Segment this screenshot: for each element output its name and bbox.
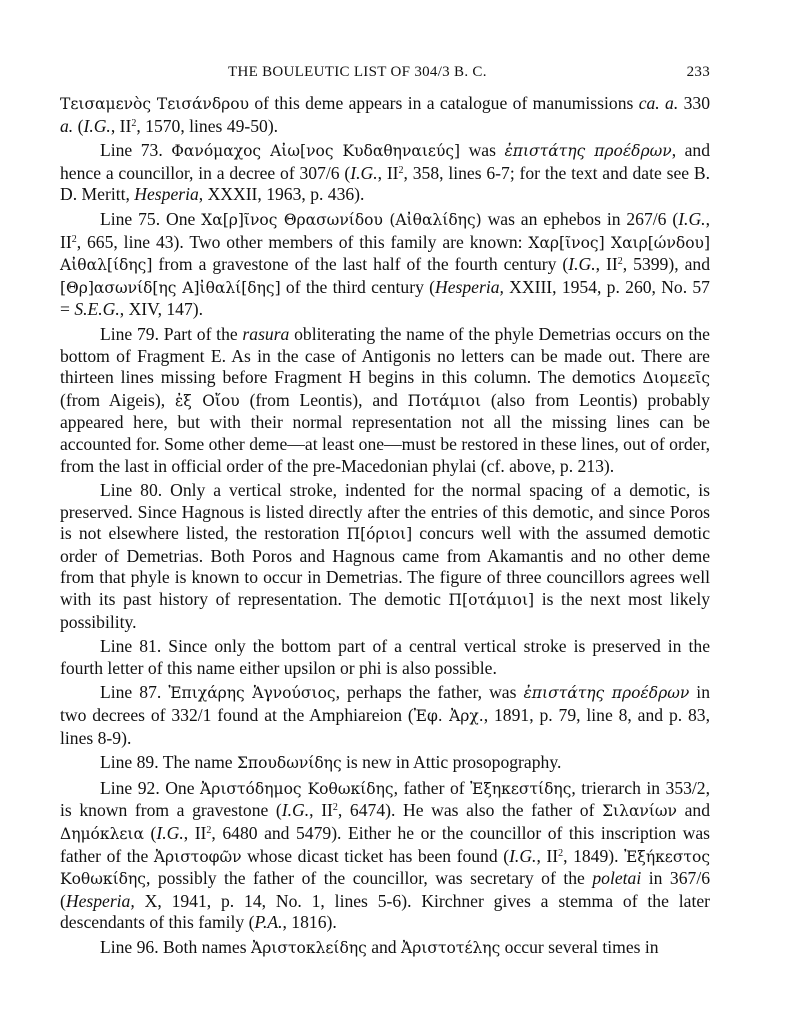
text-run: ( xyxy=(143,823,157,843)
text-run: , 1570, lines 49-50). xyxy=(136,115,279,136)
greek-text: Τεισαμενὸς Τεισάνδρου xyxy=(60,95,250,113)
italic-text: I.G. xyxy=(156,823,184,843)
text-run: was an ephebos in 267/6 ( xyxy=(481,208,679,229)
text-run: Line 87. xyxy=(100,682,169,703)
italic-text: I.G. xyxy=(509,845,537,866)
paragraph xyxy=(60,778,710,934)
greek-text: Ἀριστοφῶν xyxy=(153,847,242,866)
text-run: Line 79. Part of the xyxy=(100,323,243,344)
body-text xyxy=(60,93,710,963)
greek-text: Ἀριστοκλείδης xyxy=(251,938,367,957)
greek-text: Χαρ[ῖνος] Χαιρ[ώνδου] Αἰθαλ[ίδης] xyxy=(60,233,710,275)
text-run: Line 80. Only a vertical stroke, indented for the normal spacing of a demotic, is preserved. Since Hagnous is listed directly after the entries of this demotic, and since Poros is not elsewhere listed, the restoration xyxy=(60,480,710,544)
text-run: (also from Leontis) probably appeared here, but with their normal representation not all the missing lines can be accounted for. Some other deme—at least one—must be restored in these lines, out of order, from the last in official order of the pre-Macedonian phylai (cf. above, p. 213). xyxy=(60,389,710,476)
greek-text: Σιλανίων xyxy=(602,802,677,821)
italic-text: I.G. xyxy=(350,162,378,183)
italic-text: rasura xyxy=(242,323,290,344)
italic-text: poletai xyxy=(592,868,642,889)
italic-text: I.G. xyxy=(281,800,310,821)
text-run: , father of xyxy=(393,777,471,798)
text-run: , possibly the father of the councillor, was secretary of the xyxy=(145,868,593,889)
text-run: Line 96. Both names xyxy=(100,936,251,957)
greek-text: Ἐφ. Ἀρχ. xyxy=(413,707,484,726)
text-run: , II xyxy=(595,254,618,275)
paragraph xyxy=(60,636,710,679)
greek-text: Ἀριστόδημος Κοθωκίδης xyxy=(200,779,394,798)
text-run: , II xyxy=(183,823,207,843)
text-run: Line 89. The name xyxy=(100,752,237,773)
italic-text: I.G. xyxy=(568,254,596,275)
running-title: THE BOULEUTIC LIST OF 304/3 B. C. xyxy=(228,64,487,80)
greek-italic-text: ἐπιστάτης προέδρων xyxy=(523,684,690,703)
greek-text: Ποτάμιοι xyxy=(407,391,482,410)
superscript: 2 xyxy=(558,847,564,859)
paragraph xyxy=(60,324,710,477)
paragraph xyxy=(60,140,710,206)
text-run: ( xyxy=(73,115,84,136)
superscript: 2 xyxy=(71,233,77,245)
text-run: from a gravestone of the last half of the fourth century ( xyxy=(152,254,569,275)
paragraph xyxy=(60,752,710,775)
text-run: was xyxy=(460,140,505,161)
text-run: , perhaps the father, was xyxy=(335,682,524,703)
greek-text: Ἐπιχάρης Ἁγνούσιος xyxy=(168,684,336,703)
greek-italic-text: ἐπιστάτης προέδρων xyxy=(504,142,672,161)
text-run: and xyxy=(366,936,401,957)
text-run: (from Aigeis), xyxy=(60,389,175,410)
italic-text: I.G. xyxy=(678,208,706,229)
text-run: concurs well with the assumed demotic order of Demetrias. Both Poros and Hagnous came from Akamantis and no other deme from that phyle is known to occur in Demetrias. The figure of three councillors agrees well with its past history of representation. The demotic xyxy=(60,523,711,610)
greek-text: Φανόμαχος Αἰω[νος Κυδαθηναιεύς] xyxy=(171,142,461,161)
italic-text: S.E.G. xyxy=(74,299,120,320)
text-run: in 367/6 ( xyxy=(60,868,711,911)
greek-text: Π[όριοι] xyxy=(346,525,413,544)
text-run: , II xyxy=(60,208,710,252)
text-run: of the third century ( xyxy=(280,276,435,297)
italic-text: ca. a. xyxy=(638,93,679,113)
text-run: , 6480 and 5479). Either he or the councillor of this inscription was father of the xyxy=(60,823,711,866)
text-run: obliterating the name of the phyle Demetrias occurs on the bottom of Fragment E. As in the case of Antigonis no letters can be made out. There are thirteen lines missing before Fragment H begins in this column. The demotics xyxy=(60,323,710,388)
text-run: , 1816). xyxy=(282,912,337,933)
text-run: , trierarch in 353/2, is known from a gravestone ( xyxy=(60,777,710,821)
text-run: whose dicast ticket has been found ( xyxy=(241,845,510,866)
superscript: 2 xyxy=(617,256,623,268)
text-run: Line 81. Since only the bottom part of a central vertical stroke is preserved in the fourth letter of this name either upsilon or phi is also possible. xyxy=(60,636,710,678)
text-run: , II xyxy=(309,800,333,821)
italic-text: Hesperia xyxy=(134,184,199,205)
paragraph xyxy=(60,209,710,321)
paragraph xyxy=(60,682,710,749)
text-run: Line 92. One xyxy=(100,777,201,798)
greek-text: Δημόκλεια xyxy=(60,825,144,843)
page-number: 233 xyxy=(686,64,710,80)
text-run: in two decrees of 332/1 found at the Amphiareion ( xyxy=(60,682,710,726)
text-run: , II xyxy=(377,162,399,183)
greek-text: Ἐξηκεστίδης xyxy=(470,779,572,798)
italic-text: I.G. xyxy=(83,115,111,136)
paragraph xyxy=(60,480,710,633)
greek-text: Ἀριστοτέλης xyxy=(401,938,501,957)
text-run: , and hence a councillor, in a decree of 307/6 ( xyxy=(60,140,710,183)
greek-text: Διομεεῖς xyxy=(642,369,710,388)
paragraph xyxy=(60,937,710,960)
greek-text: Π[οτάμιοι] xyxy=(448,591,535,610)
superscript: 2 xyxy=(398,164,404,176)
italic-text: a. xyxy=(60,115,74,136)
text-run: , 1849). xyxy=(563,845,625,866)
text-run: , 6474). He was also the father of xyxy=(337,800,603,821)
greek-text: Χα[ρ]ῖνος Θρασωνίδου (Αἰθαλίδης) xyxy=(201,210,482,229)
text-run: of this deme appears in a catalogue of manumissions xyxy=(249,93,639,113)
text-run: , 5399), and xyxy=(622,254,711,275)
text-run: is the next most likely possibility. xyxy=(60,589,711,632)
text-run: , II xyxy=(110,115,132,136)
text-run: , II xyxy=(536,845,559,866)
superscript: 2 xyxy=(131,117,137,129)
text-run: and xyxy=(676,800,710,821)
text-run: Line 75. One xyxy=(100,208,202,229)
text-run: is new in Attic prosopography. xyxy=(341,752,562,773)
text-run: Line 73. xyxy=(100,140,172,161)
text-run: , 665, line 43). Two other members of this family are known: xyxy=(76,231,529,252)
text-run: (from Leontis), and xyxy=(239,389,408,410)
greek-text: ἐξ Οἴου xyxy=(174,391,240,410)
italic-text: Hesperia, xyxy=(65,890,135,911)
text-run: , XIV, 147). xyxy=(119,299,204,320)
greek-text: Σπουδωνίδης xyxy=(236,754,342,773)
superscript: 2 xyxy=(206,825,212,836)
italic-text: Hesperia, xyxy=(435,276,504,297)
text-run: , 1891, p. 79, line 8, and p. 83, lines 8-9). xyxy=(60,705,710,748)
paragraph xyxy=(60,93,710,137)
text-run: occur several times in xyxy=(500,936,659,957)
text-run: 330 xyxy=(678,93,710,113)
text-run: , 358, lines 6-7; for the text and date see B. D. Meritt, xyxy=(60,162,711,205)
text-run: XXIII, 1954, p. 260, No. 57 = xyxy=(60,276,710,320)
greek-text: Ἐξήκεστος Κοθωκίδης xyxy=(60,847,710,889)
italic-text: P.A. xyxy=(254,912,283,933)
text-run: X, 1941, p. 14, No. 1, lines 5-6). Kirchner gives a stemma of the later descendants of this family ( xyxy=(60,890,710,933)
superscript: 2 xyxy=(332,802,338,814)
text-run: , XXXII, 1963, p. 436). xyxy=(198,184,365,205)
greek-text: [Θρ]ασωνίδ[ης Α]ἰθαλί[δης] xyxy=(60,278,281,297)
